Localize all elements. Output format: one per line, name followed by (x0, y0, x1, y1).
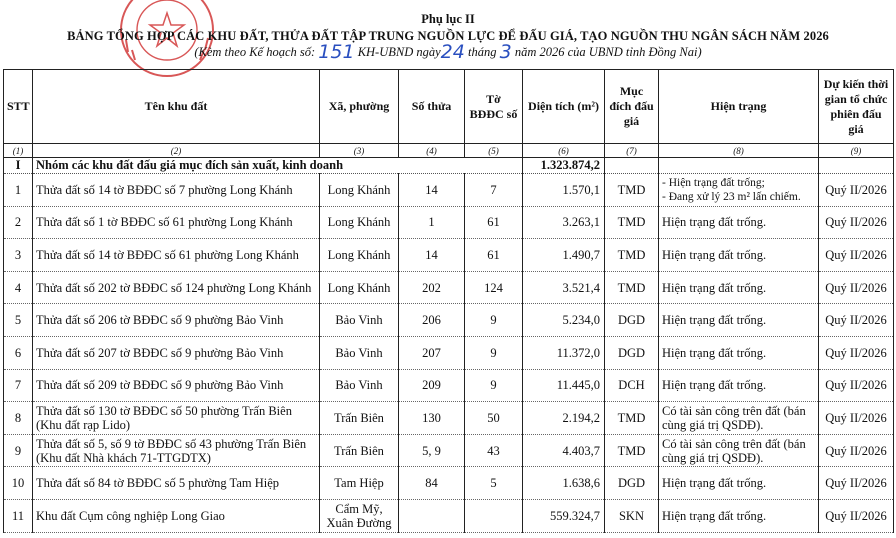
column-number-row (4, 144, 894, 158)
group-area: 1.323.874,2 (523, 158, 605, 174)
cell-purpose: DGD (605, 336, 659, 369)
cell-status: Hiện trạng đất trống. (659, 304, 819, 337)
group-row (4, 158, 894, 174)
cell-sheet: 61 (465, 206, 523, 239)
table-row (4, 304, 894, 337)
cell-purpose: TMD (605, 239, 659, 272)
table-row (4, 467, 894, 500)
subtitle-suffix: năm 2026 của UBND tỉnh Đồng Nai) (514, 45, 702, 59)
cell-parcel (399, 499, 465, 532)
cell-sheet: 124 (465, 271, 523, 304)
cell-area: 1.490,7 (523, 239, 605, 272)
cell-parcel: 14 (399, 239, 465, 272)
cell-parcel: 130 (399, 402, 465, 435)
cell-status: Có tài sản công trên đất (bán cùng giá trị QSDĐ). (659, 434, 819, 467)
cell-purpose: SKN (605, 499, 659, 532)
cell-time: Quý II/2026 (819, 239, 894, 272)
table-row (4, 499, 894, 532)
cell-name: Thửa đất số 84 tờ BĐĐC số 5 phường Tam Hiệp (33, 467, 320, 500)
cell-ward: Tam Hiệp (320, 467, 399, 500)
column-number-parcel: (4) (399, 144, 465, 158)
cell-name: Thửa đất số 202 tờ BĐĐC số 124 phường Long Khánh (33, 271, 320, 304)
cell-area: 1.638,6 (523, 467, 605, 500)
table-row (4, 239, 894, 272)
cell-status: Hiện trạng đất trống. (659, 206, 819, 239)
column-number-sheet: (5) (465, 144, 523, 158)
cell-sheet: 9 (465, 369, 523, 402)
table-row (4, 402, 894, 435)
cell-parcel: 207 (399, 336, 465, 369)
cell-stt: 8 (4, 402, 33, 435)
cell-sheet: 43 (465, 434, 523, 467)
cell-ward: Long Khánh (320, 206, 399, 239)
cell-sheet: 5 (465, 467, 523, 500)
column-number-stt: (1) (4, 144, 33, 158)
cell-sheet: 7 (465, 174, 523, 207)
cell-stt: 10 (4, 467, 33, 500)
cell-area: 3.521,4 (523, 271, 605, 304)
cell-status: Hiện trạng đất trống. (659, 499, 819, 532)
table-row (4, 271, 894, 304)
column-number-purpose: (7) (605, 144, 659, 158)
cell-name: Thửa đất số 207 tờ BĐĐC số 9 phường Bảo Vinh (33, 336, 320, 369)
column-header-time: Dự kiến thời gian tổ chức phiên đấu giá (819, 70, 894, 144)
cell-ward: Long Khánh (320, 271, 399, 304)
cell-status: Hiện trạng đất trống. (659, 467, 819, 500)
cell-area: 3.263,1 (523, 206, 605, 239)
cell-parcel: 202 (399, 271, 465, 304)
cell-parcel: 209 (399, 369, 465, 402)
cell-sheet: 50 (465, 402, 523, 435)
cell-status: Hiện trạng đất trống. (659, 239, 819, 272)
cell-ward: Long Khánh (320, 239, 399, 272)
column-header-ward: Xã, phường (320, 70, 399, 144)
cell-purpose: TMD (605, 206, 659, 239)
cell-stt: 3 (4, 239, 33, 272)
annex-label: Phụ lục II (421, 12, 475, 26)
cell-ward: Long Khánh (320, 174, 399, 207)
cell-status: Có tài sản công trên đất (bán cùng giá trị QSDĐ). (659, 402, 819, 435)
cell-name: Khu đất Cụm công nghiệp Long Giao (33, 499, 320, 532)
cell-status: Hiện trạng đất trống. (659, 271, 819, 304)
column-header-parcel: Số thửa (399, 70, 465, 144)
cell-time: Quý II/2026 (819, 304, 894, 337)
group-empty (659, 158, 819, 174)
cell-stt: 5 (4, 304, 33, 337)
cell-status: Hiện trạng đất trống. (659, 336, 819, 369)
cell-parcel: 1 (399, 206, 465, 239)
cell-name: Thửa đất số 209 tờ BĐĐC số 9 phường Bảo Vinh (33, 369, 320, 402)
table-row (4, 174, 894, 207)
cell-area: 11.372,0 (523, 336, 605, 369)
column-header-purpose: Mục đích đấu giá (605, 70, 659, 144)
cell-parcel: 14 (399, 174, 465, 207)
cell-parcel: 206 (399, 304, 465, 337)
cell-name: Thửa đất số 206 tờ BĐĐC số 9 phường Bảo Vinh (33, 304, 320, 337)
document-title: BẢNG TỔNG HỢP CÁC KHU ĐẤT, THỬA ĐẤT TẬP TRUNG NGUỒN LỰC ĐỂ ĐẤU GIÁ, TẠO NGUỒN THU NGÂN SÁCH NĂM 2026 (67, 29, 829, 43)
cell-purpose: TMD (605, 271, 659, 304)
cell-time: Quý II/2026 (819, 434, 894, 467)
cell-purpose: TMD (605, 402, 659, 435)
cell-ward: Bảo Vinh (320, 369, 399, 402)
cell-sheet (465, 499, 523, 532)
subtitle-mid1: KH-UBND ngày (357, 45, 441, 59)
handwritten-month: 3 (499, 41, 512, 63)
cell-name: Thửa đất số 1 tờ BĐĐC số 61 phường Long Khánh (33, 206, 320, 239)
column-number-ward: (3) (320, 144, 399, 158)
cell-purpose: TMD (605, 434, 659, 467)
cell-parcel: 5, 9 (399, 434, 465, 467)
column-header-area: Diện tích (m²) (523, 70, 605, 144)
land-parcel-table (3, 69, 894, 533)
cell-area: 559.324,7 (523, 499, 605, 532)
cell-time: Quý II/2026 (819, 271, 894, 304)
table-row (4, 206, 894, 239)
cell-stt: 11 (4, 499, 33, 532)
cell-time: Quý II/2026 (819, 499, 894, 532)
cell-stt: 7 (4, 369, 33, 402)
cell-sheet: 9 (465, 336, 523, 369)
cell-ward: Cẩm Mỹ, Xuân Đường (320, 499, 399, 532)
cell-stt: 9 (4, 434, 33, 467)
cell-time: Quý II/2026 (819, 467, 894, 500)
table-row (4, 434, 894, 467)
cell-name: Thửa đất số 130 tờ BĐĐC số 50 phường Trấn Biên (Khu đất rạp Lido) (33, 402, 320, 435)
cell-ward: Bảo Vinh (320, 336, 399, 369)
cell-area: 1.570,1 (523, 174, 605, 207)
cell-name: Thửa đất số 14 tờ BĐĐC số 61 phường Long Khánh (33, 239, 320, 272)
column-header-stt: STT (4, 70, 33, 144)
cell-ward: Trấn Biên (320, 434, 399, 467)
handwritten-day: 24 (440, 41, 465, 63)
subtitle-mid2: tháng (467, 45, 497, 59)
cell-purpose: DCH (605, 369, 659, 402)
cell-name: Thửa đất số 14 tờ BĐĐC số 7 phường Long Khánh (33, 174, 320, 207)
cell-purpose: DGD (605, 304, 659, 337)
cell-purpose: TMD (605, 174, 659, 207)
column-number-area: (6) (523, 144, 605, 158)
cell-name: Thửa đất số 5, số 9 tờ BĐĐC số 43 phường Trấn Biên (Khu đất Nhà khách 71-TTGDTX) (33, 434, 320, 467)
cell-time: Quý II/2026 (819, 206, 894, 239)
cell-ward: Trấn Biên (320, 402, 399, 435)
table-header-row (4, 70, 894, 144)
cell-stt: 2 (4, 206, 33, 239)
group-empty (819, 158, 894, 174)
column-number-time: (9) (819, 144, 894, 158)
cell-status: Hiện trạng đất trống. (659, 369, 819, 402)
column-header-name: Tên khu đất (33, 70, 320, 144)
column-number-status: (8) (659, 144, 819, 158)
cell-sheet: 9 (465, 304, 523, 337)
cell-area: 2.194,2 (523, 402, 605, 435)
cell-area: 4.403,7 (523, 434, 605, 467)
cell-time: Quý II/2026 (819, 402, 894, 435)
cell-ward: Bảo Vinh (320, 304, 399, 337)
table-row (4, 369, 894, 402)
cell-status: - Hiện trạng đất trống; - Đang xử lý 23 m² lấn chiếm. (659, 174, 819, 207)
table-row (4, 336, 894, 369)
subtitle-prefix: (Kèm theo Kế hoạch số: (194, 45, 316, 59)
column-header-status: Hiện trạng (659, 70, 819, 144)
cell-stt: 4 (4, 271, 33, 304)
document-subtitle (0, 41, 896, 63)
cell-sheet: 61 (465, 239, 523, 272)
cell-stt: 6 (4, 336, 33, 369)
cell-time: Quý II/2026 (819, 369, 894, 402)
cell-area: 11.445,0 (523, 369, 605, 402)
cell-parcel: 84 (399, 467, 465, 500)
cell-time: Quý II/2026 (819, 174, 894, 207)
group-name: Nhóm các khu đất đấu giá mục đích sản xuất, kinh doanh (33, 158, 523, 174)
handwritten-plan-number: 151 (318, 41, 355, 63)
cell-time: Quý II/2026 (819, 336, 894, 369)
cell-stt: 1 (4, 174, 33, 207)
cell-area: 5.234,0 (523, 304, 605, 337)
column-number-name: (2) (33, 144, 320, 158)
column-header-sheet: Tờ BĐĐC số (465, 70, 523, 144)
group-empty (605, 158, 659, 174)
cell-purpose: DGD (605, 467, 659, 500)
group-stt: I (4, 158, 33, 174)
